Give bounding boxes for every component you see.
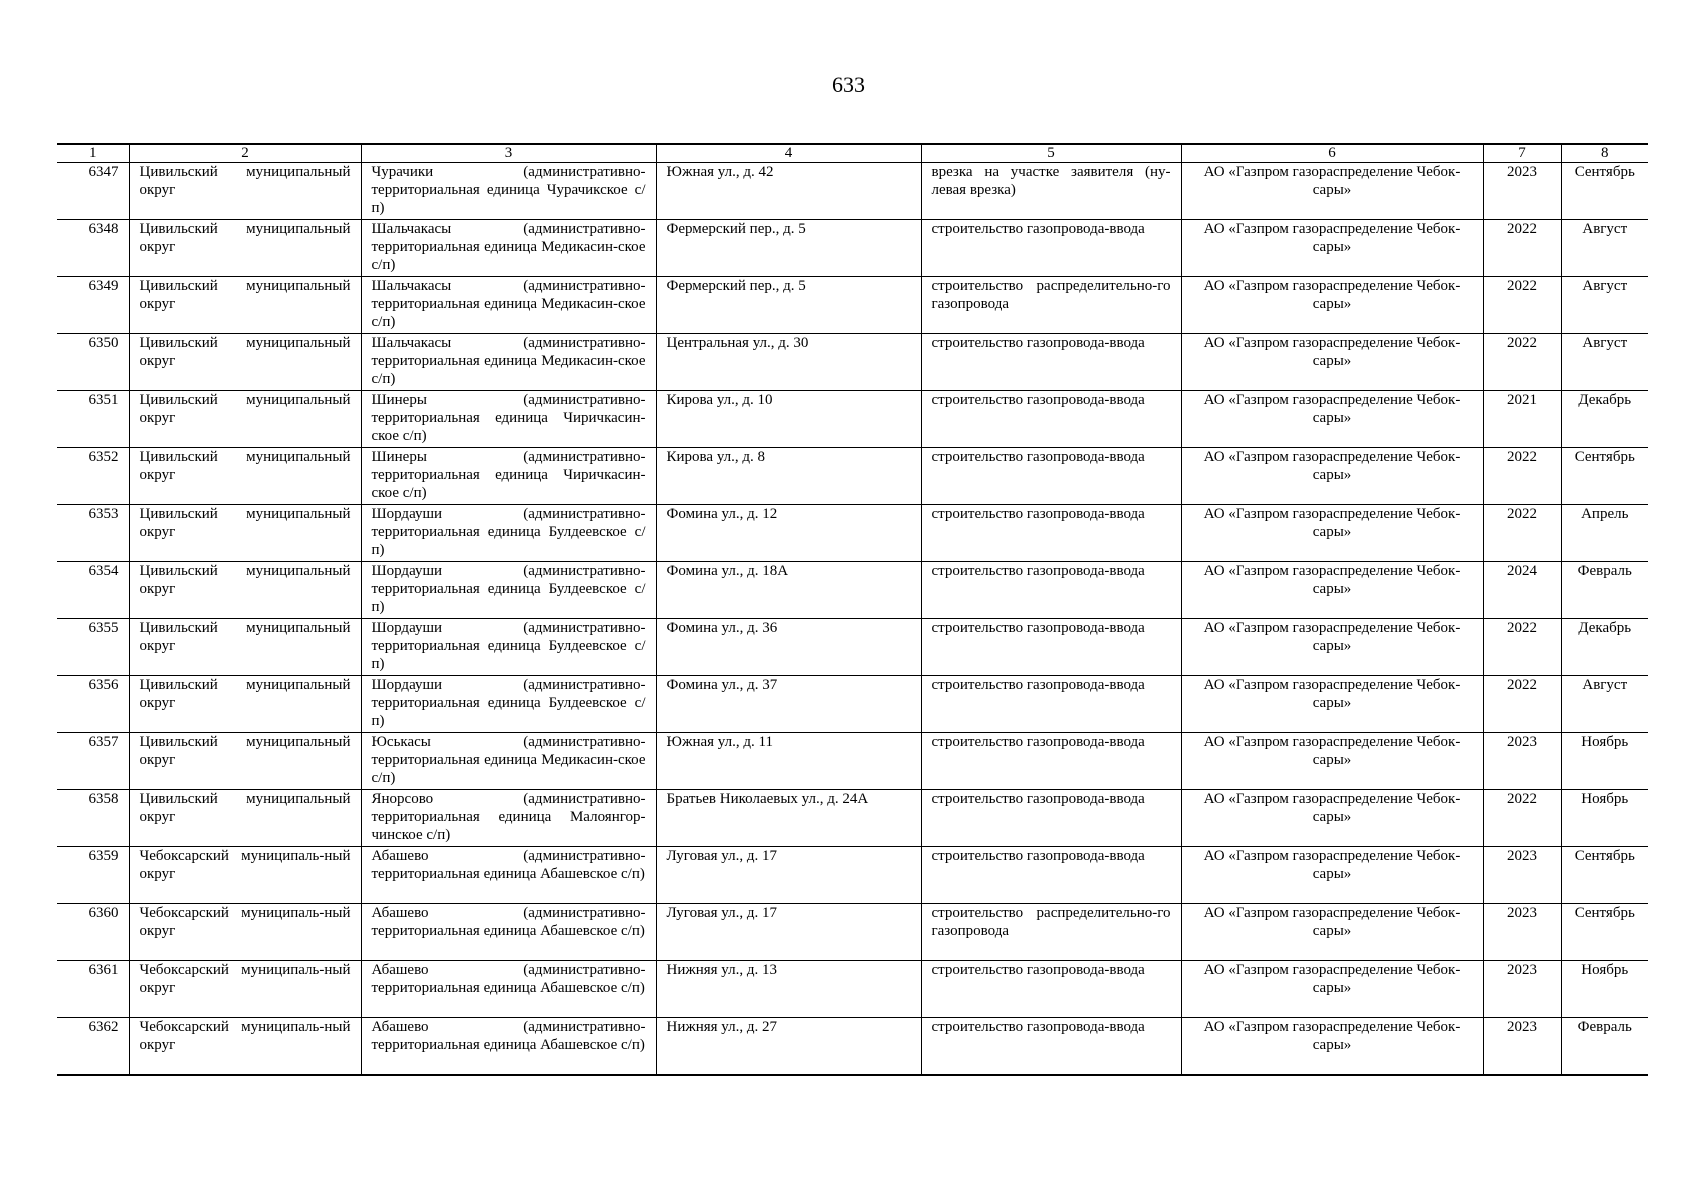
row-number-cell: 6352 (57, 448, 129, 505)
organization-cell: АО «Газпром газораспределение Чебок-сары» (1181, 163, 1483, 220)
settlement-cell: Шордауши (административно-территориальная единица Булдеевское с/п) (361, 619, 656, 676)
address-cell: Луговая ул., д. 17 (656, 904, 921, 961)
year-cell: 2024 (1483, 562, 1561, 619)
year-cell: 2023 (1483, 163, 1561, 220)
settlement-cell: Юськасы (административно-территориальная единица Медикасин-ское с/п) (361, 733, 656, 790)
work-type-cell: строительство газопровода-ввода (921, 790, 1181, 847)
settlement-cell: Абашево (административно-территориальная единица Абашевское с/п) (361, 904, 656, 961)
settlement-cell: Абашево (административно-территориальная единица Абашевское с/п) (361, 847, 656, 904)
municipal-district-cell: Чебоксарский муниципаль-ный округ (129, 961, 361, 1018)
row-number-cell: 6358 (57, 790, 129, 847)
month-cell: Сентябрь (1561, 904, 1648, 961)
year-cell: 2023 (1483, 904, 1561, 961)
work-type-cell: строительство газопровода-ввода (921, 562, 1181, 619)
municipal-district-cell: Цивильский муниципальный округ (129, 733, 361, 790)
month-cell: Ноябрь (1561, 790, 1648, 847)
year-cell: 2022 (1483, 505, 1561, 562)
address-cell: Кирова ул., д. 8 (656, 448, 921, 505)
month-cell: Сентябрь (1561, 847, 1648, 904)
work-type-cell: строительство газопровода-ввода (921, 220, 1181, 277)
organization-cell: АО «Газпром газораспределение Чебок-сары» (1181, 277, 1483, 334)
work-type-cell: строительство газопровода-ввода (921, 733, 1181, 790)
work-type-cell: строительство распределительно-го газопровода (921, 277, 1181, 334)
settlement-cell: Шордауши (административно-территориальная единица Булдеевское с/п) (361, 562, 656, 619)
table-row (57, 562, 1648, 619)
month-cell: Декабрь (1561, 619, 1648, 676)
municipal-district-cell: Чебоксарский муниципаль-ный округ (129, 1018, 361, 1075)
municipal-district-cell: Цивильский муниципальный округ (129, 448, 361, 505)
column-header: 4 (656, 144, 921, 163)
work-type-cell: строительство распределительно-го газопровода (921, 904, 1181, 961)
settlement-cell: Чурачики (административно-территориальная единица Чурачикское с/п) (361, 163, 656, 220)
table-row (57, 619, 1648, 676)
month-cell: Сентябрь (1561, 448, 1648, 505)
month-cell: Август (1561, 220, 1648, 277)
row-number-cell: 6354 (57, 562, 129, 619)
organization-cell: АО «Газпром газораспределение Чебок-сары» (1181, 220, 1483, 277)
year-cell: 2022 (1483, 220, 1561, 277)
organization-cell: АО «Газпром газораспределение Чебок-сары» (1181, 790, 1483, 847)
organization-cell: АО «Газпром газораспределение Чебок-сары» (1181, 505, 1483, 562)
settlement-cell: Янорсово (административно-территориальная единица Малоянгор-чинское с/п) (361, 790, 656, 847)
organization-cell: АО «Газпром газораспределение Чебок-сары» (1181, 619, 1483, 676)
municipal-district-cell: Цивильский муниципальный округ (129, 277, 361, 334)
table-row (57, 220, 1648, 277)
table-row (57, 1018, 1648, 1075)
table-row (57, 790, 1648, 847)
column-header: 2 (129, 144, 361, 163)
address-cell: Луговая ул., д. 17 (656, 847, 921, 904)
settlement-cell: Шальчакасы (административно-территориальная единица Медикасин-ское с/п) (361, 220, 656, 277)
table-row (57, 163, 1648, 220)
table-row (57, 448, 1648, 505)
address-cell: Фермерский пер., д. 5 (656, 220, 921, 277)
column-number-row (57, 144, 1648, 163)
column-header: 6 (1181, 144, 1483, 163)
municipal-district-cell: Цивильский муниципальный округ (129, 790, 361, 847)
address-cell: Фомина ул., д. 36 (656, 619, 921, 676)
organization-cell: АО «Газпром газораспределение Чебок-сары» (1181, 1018, 1483, 1075)
table-row (57, 733, 1648, 790)
row-number-cell: 6348 (57, 220, 129, 277)
row-number-cell: 6353 (57, 505, 129, 562)
year-cell: 2022 (1483, 277, 1561, 334)
municipal-district-cell: Цивильский муниципальный округ (129, 619, 361, 676)
work-type-cell: строительство газопровода-ввода (921, 676, 1181, 733)
address-cell: Фомина ул., д. 12 (656, 505, 921, 562)
year-cell: 2023 (1483, 733, 1561, 790)
row-number-cell: 6351 (57, 391, 129, 448)
year-cell: 2023 (1483, 1018, 1561, 1075)
row-number-cell: 6357 (57, 733, 129, 790)
month-cell: Ноябрь (1561, 733, 1648, 790)
month-cell: Апрель (1561, 505, 1648, 562)
address-cell: Фомина ул., д. 18А (656, 562, 921, 619)
address-cell: Кирова ул., д. 10 (656, 391, 921, 448)
year-cell: 2022 (1483, 334, 1561, 391)
column-header: 7 (1483, 144, 1561, 163)
row-number-cell: 6360 (57, 904, 129, 961)
settlement-cell: Шордауши (административно-территориальная единица Булдеевское с/п) (361, 676, 656, 733)
column-header: 3 (361, 144, 656, 163)
column-header: 5 (921, 144, 1181, 163)
table-row (57, 961, 1648, 1018)
work-type-cell: строительство газопровода-ввода (921, 448, 1181, 505)
work-type-cell: строительство газопровода-ввода (921, 1018, 1181, 1075)
year-cell: 2023 (1483, 961, 1561, 1018)
settlement-cell: Шальчакасы (административно-территориальная единица Медикасин-ское с/п) (361, 334, 656, 391)
settlement-cell: Шинеры (административно-территориальная единица Чиричкасин-ское с/п) (361, 391, 656, 448)
municipal-district-cell: Цивильский муниципальный округ (129, 220, 361, 277)
municipal-district-cell: Цивильский муниципальный округ (129, 505, 361, 562)
settlement-cell: Абашево (административно-территориальная единица Абашевское с/п) (361, 1018, 656, 1075)
address-cell: Южная ул., д. 11 (656, 733, 921, 790)
organization-cell: АО «Газпром газораспределение Чебок-сары» (1181, 904, 1483, 961)
column-header: 8 (1561, 144, 1648, 163)
row-number-cell: 6362 (57, 1018, 129, 1075)
organization-cell: АО «Газпром газораспределение Чебок-сары» (1181, 733, 1483, 790)
month-cell: Декабрь (1561, 391, 1648, 448)
organization-cell: АО «Газпром газораспределение Чебок-сары» (1181, 847, 1483, 904)
table-row (57, 277, 1648, 334)
year-cell: 2022 (1483, 676, 1561, 733)
table-row (57, 334, 1648, 391)
municipal-district-cell: Чебоксарский муниципаль-ный округ (129, 847, 361, 904)
row-number-cell: 6355 (57, 619, 129, 676)
column-header: 1 (57, 144, 129, 163)
row-number-cell: 6349 (57, 277, 129, 334)
month-cell: Август (1561, 334, 1648, 391)
row-number-cell: 6359 (57, 847, 129, 904)
table-row (57, 676, 1648, 733)
month-cell: Август (1561, 277, 1648, 334)
address-cell: Нижняя ул., д. 13 (656, 961, 921, 1018)
work-type-cell: строительство газопровода-ввода (921, 391, 1181, 448)
settlement-cell: Шальчакасы (административно-территориальная единица Медикасин-ское с/п) (361, 277, 656, 334)
municipal-district-cell: Цивильский муниципальный округ (129, 163, 361, 220)
table-row (57, 391, 1648, 448)
row-number-cell: 6361 (57, 961, 129, 1018)
table-row (57, 847, 1648, 904)
municipal-district-cell: Цивильский муниципальный округ (129, 676, 361, 733)
address-cell: Братьев Николаевых ул., д. 24А (656, 790, 921, 847)
settlement-cell: Шордауши (административно-территориальная единица Булдеевское с/п) (361, 505, 656, 562)
settlement-cell: Абашево (административно-территориальная единица Абашевское с/п) (361, 961, 656, 1018)
work-type-cell: строительство газопровода-ввода (921, 619, 1181, 676)
address-cell: Южная ул., д. 42 (656, 163, 921, 220)
month-cell: Сентябрь (1561, 163, 1648, 220)
work-type-cell: строительство газопровода-ввода (921, 961, 1181, 1018)
table-row (57, 904, 1648, 961)
row-number-cell: 6356 (57, 676, 129, 733)
settlement-cell: Шинеры (административно-территориальная единица Чиричкасин-ское с/п) (361, 448, 656, 505)
organization-cell: АО «Газпром газораспределение Чебок-сары» (1181, 334, 1483, 391)
municipal-district-cell: Чебоксарский муниципаль-ный округ (129, 904, 361, 961)
municipal-district-cell: Цивильский муниципальный округ (129, 562, 361, 619)
month-cell: Ноябрь (1561, 961, 1648, 1018)
page-number: 633 (832, 72, 865, 97)
row-number-cell: 6347 (57, 163, 129, 220)
work-type-cell: строительство газопровода-ввода (921, 334, 1181, 391)
year-cell: 2022 (1483, 448, 1561, 505)
table-row (57, 505, 1648, 562)
organization-cell: АО «Газпром газораспределение Чебок-сары» (1181, 562, 1483, 619)
year-cell: 2022 (1483, 619, 1561, 676)
work-type-cell: строительство газопровода-ввода (921, 847, 1181, 904)
year-cell: 2022 (1483, 790, 1561, 847)
address-cell: Нижняя ул., д. 27 (656, 1018, 921, 1075)
municipal-district-cell: Цивильский муниципальный округ (129, 391, 361, 448)
address-cell: Фомина ул., д. 37 (656, 676, 921, 733)
work-type-cell: строительство газопровода-ввода (921, 505, 1181, 562)
year-cell: 2023 (1483, 847, 1561, 904)
year-cell: 2021 (1483, 391, 1561, 448)
address-cell: Центральная ул., д. 30 (656, 334, 921, 391)
month-cell: Август (1561, 676, 1648, 733)
work-type-cell: врезка на участке заявителя (ну-левая врезка) (921, 163, 1181, 220)
month-cell: Февраль (1561, 562, 1648, 619)
municipal-district-cell: Цивильский муниципальный округ (129, 334, 361, 391)
organization-cell: АО «Газпром газораспределение Чебок-сары» (1181, 448, 1483, 505)
organization-cell: АО «Газпром газораспределение Чебок-сары» (1181, 961, 1483, 1018)
organization-cell: АО «Газпром газораспределение Чебок-сары» (1181, 391, 1483, 448)
gasification-table (57, 143, 1648, 1076)
month-cell: Февраль (1561, 1018, 1648, 1075)
address-cell: Фермерский пер., д. 5 (656, 277, 921, 334)
organization-cell: АО «Газпром газораспределение Чебок-сары» (1181, 676, 1483, 733)
row-number-cell: 6350 (57, 334, 129, 391)
